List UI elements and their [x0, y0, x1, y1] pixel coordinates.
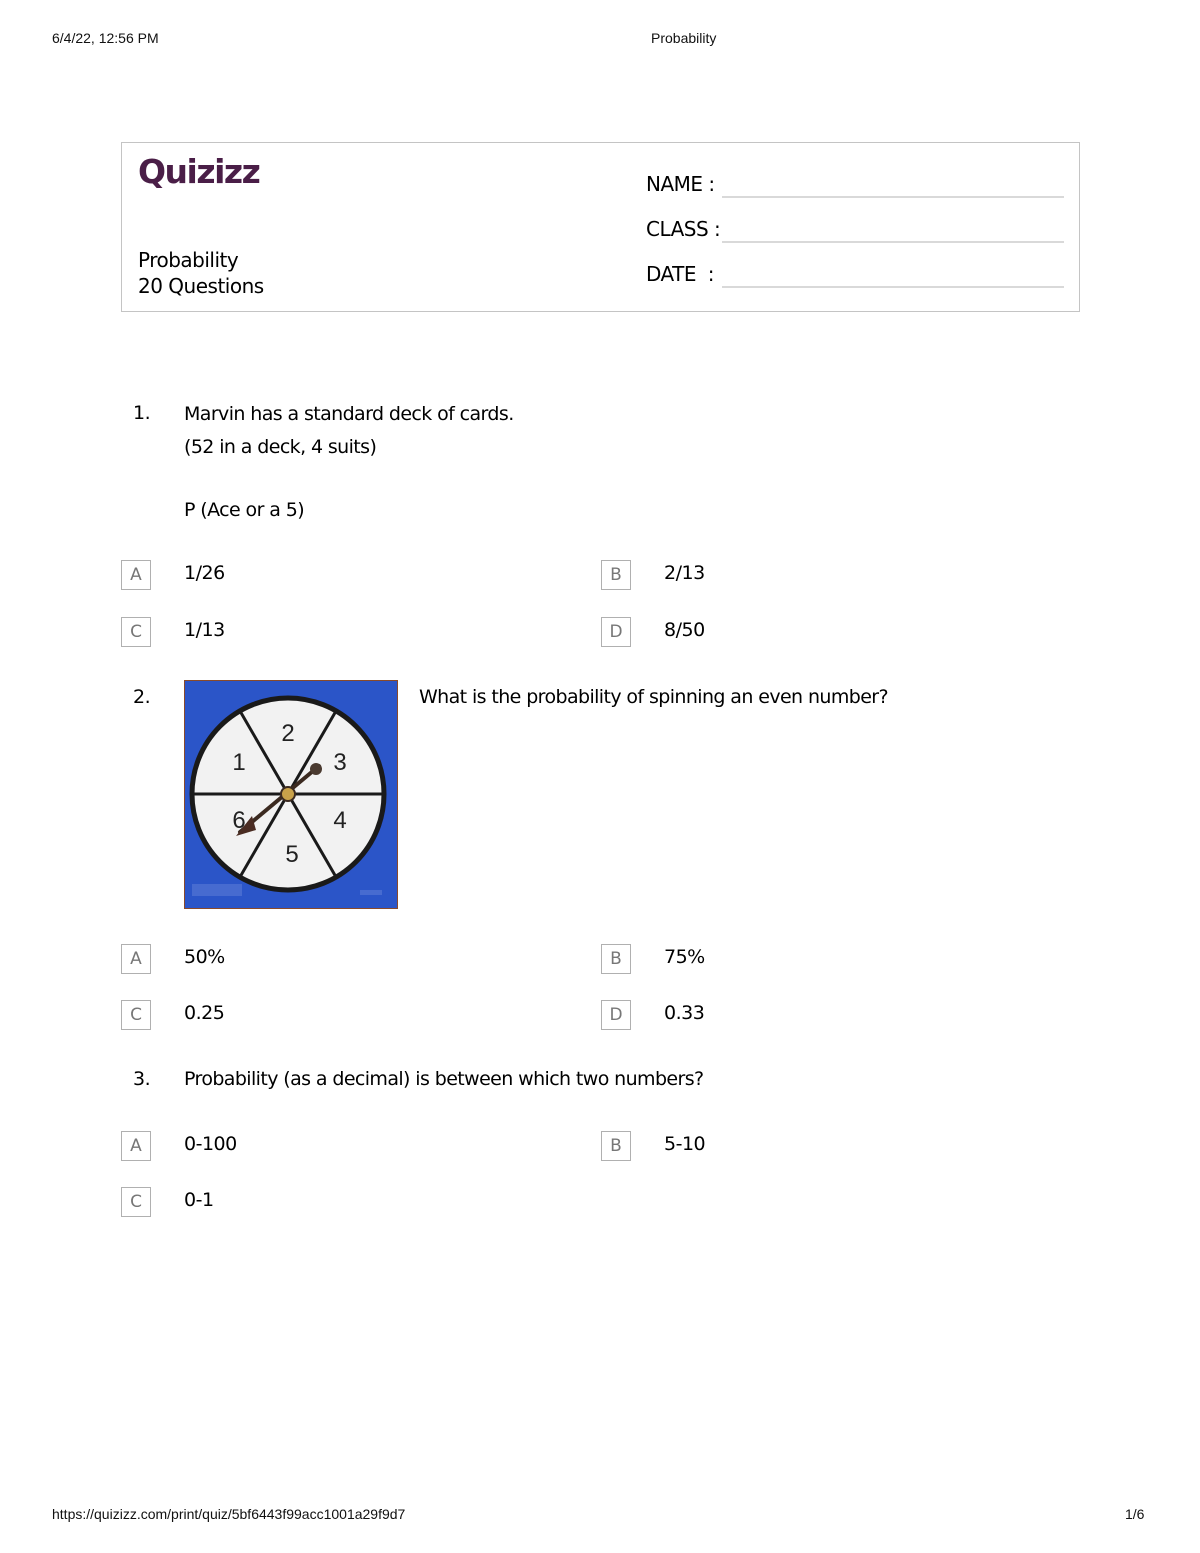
quiz-title-block: [138, 247, 264, 299]
question-1-line-2: (52 in a deck, 4 suits): [184, 436, 377, 458]
q2-option-a-text: 50%: [184, 946, 225, 968]
q3-option-c-text: 0-1: [184, 1189, 214, 1211]
date-line: [722, 286, 1064, 288]
date-label: DATE :: [646, 262, 714, 286]
q1-option-b-text: 2/13: [664, 562, 705, 584]
print-datetime: 6/4/22, 12:56 PM: [52, 30, 159, 46]
print-page-number: 1/6: [1125, 1506, 1145, 1522]
name-line: [722, 196, 1064, 198]
q3-option-b-letter[interactable]: B: [601, 1131, 631, 1161]
q2-option-b-text: 75%: [664, 946, 705, 968]
q2-option-a-letter[interactable]: A: [121, 944, 151, 974]
spinner-number-6: 6: [232, 807, 246, 834]
q1-option-c-letter[interactable]: C: [121, 617, 151, 647]
q3-option-c-letter[interactable]: C: [121, 1187, 151, 1217]
spinner-hub: [281, 787, 295, 801]
question-3-number: 3.: [133, 1068, 151, 1090]
q1-option-b-letter[interactable]: B: [601, 560, 631, 590]
class-label: CLASS :: [646, 217, 721, 241]
spinner-number-2: 2: [281, 720, 295, 747]
question-1-line-1: Marvin has a standard deck of cards.: [184, 403, 514, 425]
spinner-image: [184, 680, 398, 909]
question-count: 20 Questions: [138, 274, 264, 298]
q1-option-c-text: 1/13: [184, 619, 225, 641]
spinner-brand-mark: [192, 884, 242, 896]
question-1-line-3: P (Ace or a 5): [184, 499, 305, 521]
print-page-title: Probability: [651, 30, 717, 46]
q2-option-d-letter[interactable]: D: [601, 1000, 631, 1030]
spinner-number-4: 4: [333, 807, 347, 834]
quiz-title: Probability: [138, 248, 239, 272]
spinner-number-1: 1: [232, 749, 246, 776]
spinner-number-5: 5: [285, 841, 299, 868]
question-3-text: Probability (as a decimal) is between which two numbers?: [184, 1068, 704, 1090]
q3-option-b-text: 5-10: [664, 1133, 706, 1155]
spinner-number-3: 3: [333, 749, 347, 776]
q1-option-a-text: 1/26: [184, 562, 225, 584]
q2-option-c-letter[interactable]: C: [121, 1000, 151, 1030]
q3-option-a-letter[interactable]: A: [121, 1131, 151, 1161]
q3-option-a-text: 0-100: [184, 1133, 237, 1155]
spinner-product-code: [360, 890, 382, 895]
question-2-text: What is the probability of spinning an even number?: [419, 686, 888, 708]
spinner-arrow-tail: [310, 763, 322, 775]
q1-option-a-letter[interactable]: A: [121, 560, 151, 590]
print-url[interactable]: https://quizizz.com/print/quiz/5bf6443f99acc1001a29f9d7: [52, 1506, 406, 1522]
q1-option-d-text: 8/50: [664, 619, 705, 641]
q2-option-d-text: 0.33: [664, 1002, 705, 1024]
q1-option-d-letter[interactable]: D: [601, 617, 631, 647]
question-1-number: 1.: [133, 402, 151, 424]
quizizz-logo: Quizizz: [138, 152, 260, 191]
class-line: [722, 241, 1064, 243]
q2-option-b-letter[interactable]: B: [601, 944, 631, 974]
name-label: NAME :: [646, 172, 715, 196]
quiz-header-box: [121, 142, 1080, 312]
question-2-number: 2.: [133, 686, 151, 708]
q2-option-c-text: 0.25: [184, 1002, 225, 1024]
